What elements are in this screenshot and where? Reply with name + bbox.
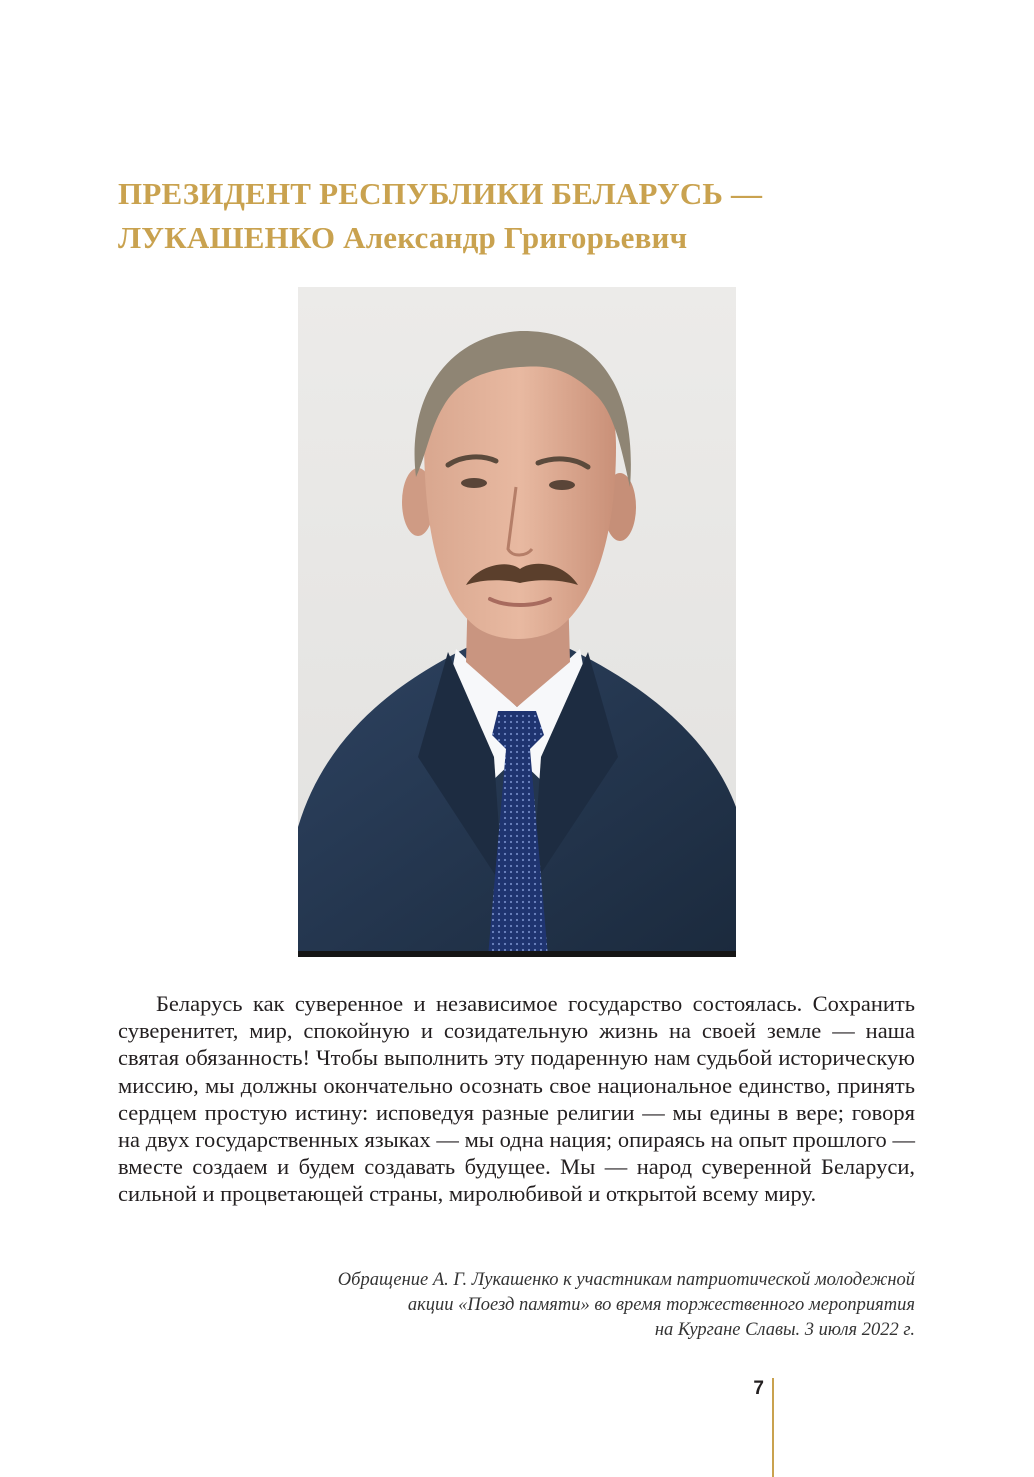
right-eye xyxy=(549,480,575,490)
page-title xyxy=(118,172,918,260)
page-rule-divider xyxy=(772,1378,774,1477)
title-line-2: ЛУКАШЕНКО Александр Григорьевич xyxy=(118,220,688,255)
title-line-1: ПРЕЗИДЕНТ РЕСПУБЛИКИ БЕЛАРУСЬ — xyxy=(118,176,763,211)
photo-bottom-edge xyxy=(298,951,736,957)
quote-citation xyxy=(195,1268,915,1343)
quote-paragraph: Беларусь как суверенное и независимое государство состоялась. Сохранить суверенитет, мир, спокойную и созидательную жизнь на своей земле — наша святая обязанность! Чтобы выполнить эту подаренную нам судьбой историческую миссию, мы должны окончательно осознать свое национальное единство, принять сердцем простую истину: исповедуя разные религии — мы едины в вере; говоря на двух государственных языках — мы одна нация; опираясь на опыт прошлого — вместе создаем и будем создавать будущее. Мы — народ суверенной Беларуси, сильной и процветающей страны, миролюбивой и открытой всему миру. xyxy=(118,991,915,1207)
page-number: 7 xyxy=(753,1378,764,1399)
left-eye xyxy=(461,478,487,488)
citation-line-2: акции «Поезд памяти» во время торжественного мероприятия xyxy=(407,1295,915,1315)
president-portrait xyxy=(298,287,736,957)
portrait-illustration xyxy=(298,287,736,957)
citation-line-1: Обращение А. Г. Лукашенко к участникам патриотической молодежной xyxy=(337,1270,915,1290)
citation-line-3: на Кургане Славы. 3 июля 2022 г. xyxy=(654,1320,915,1340)
